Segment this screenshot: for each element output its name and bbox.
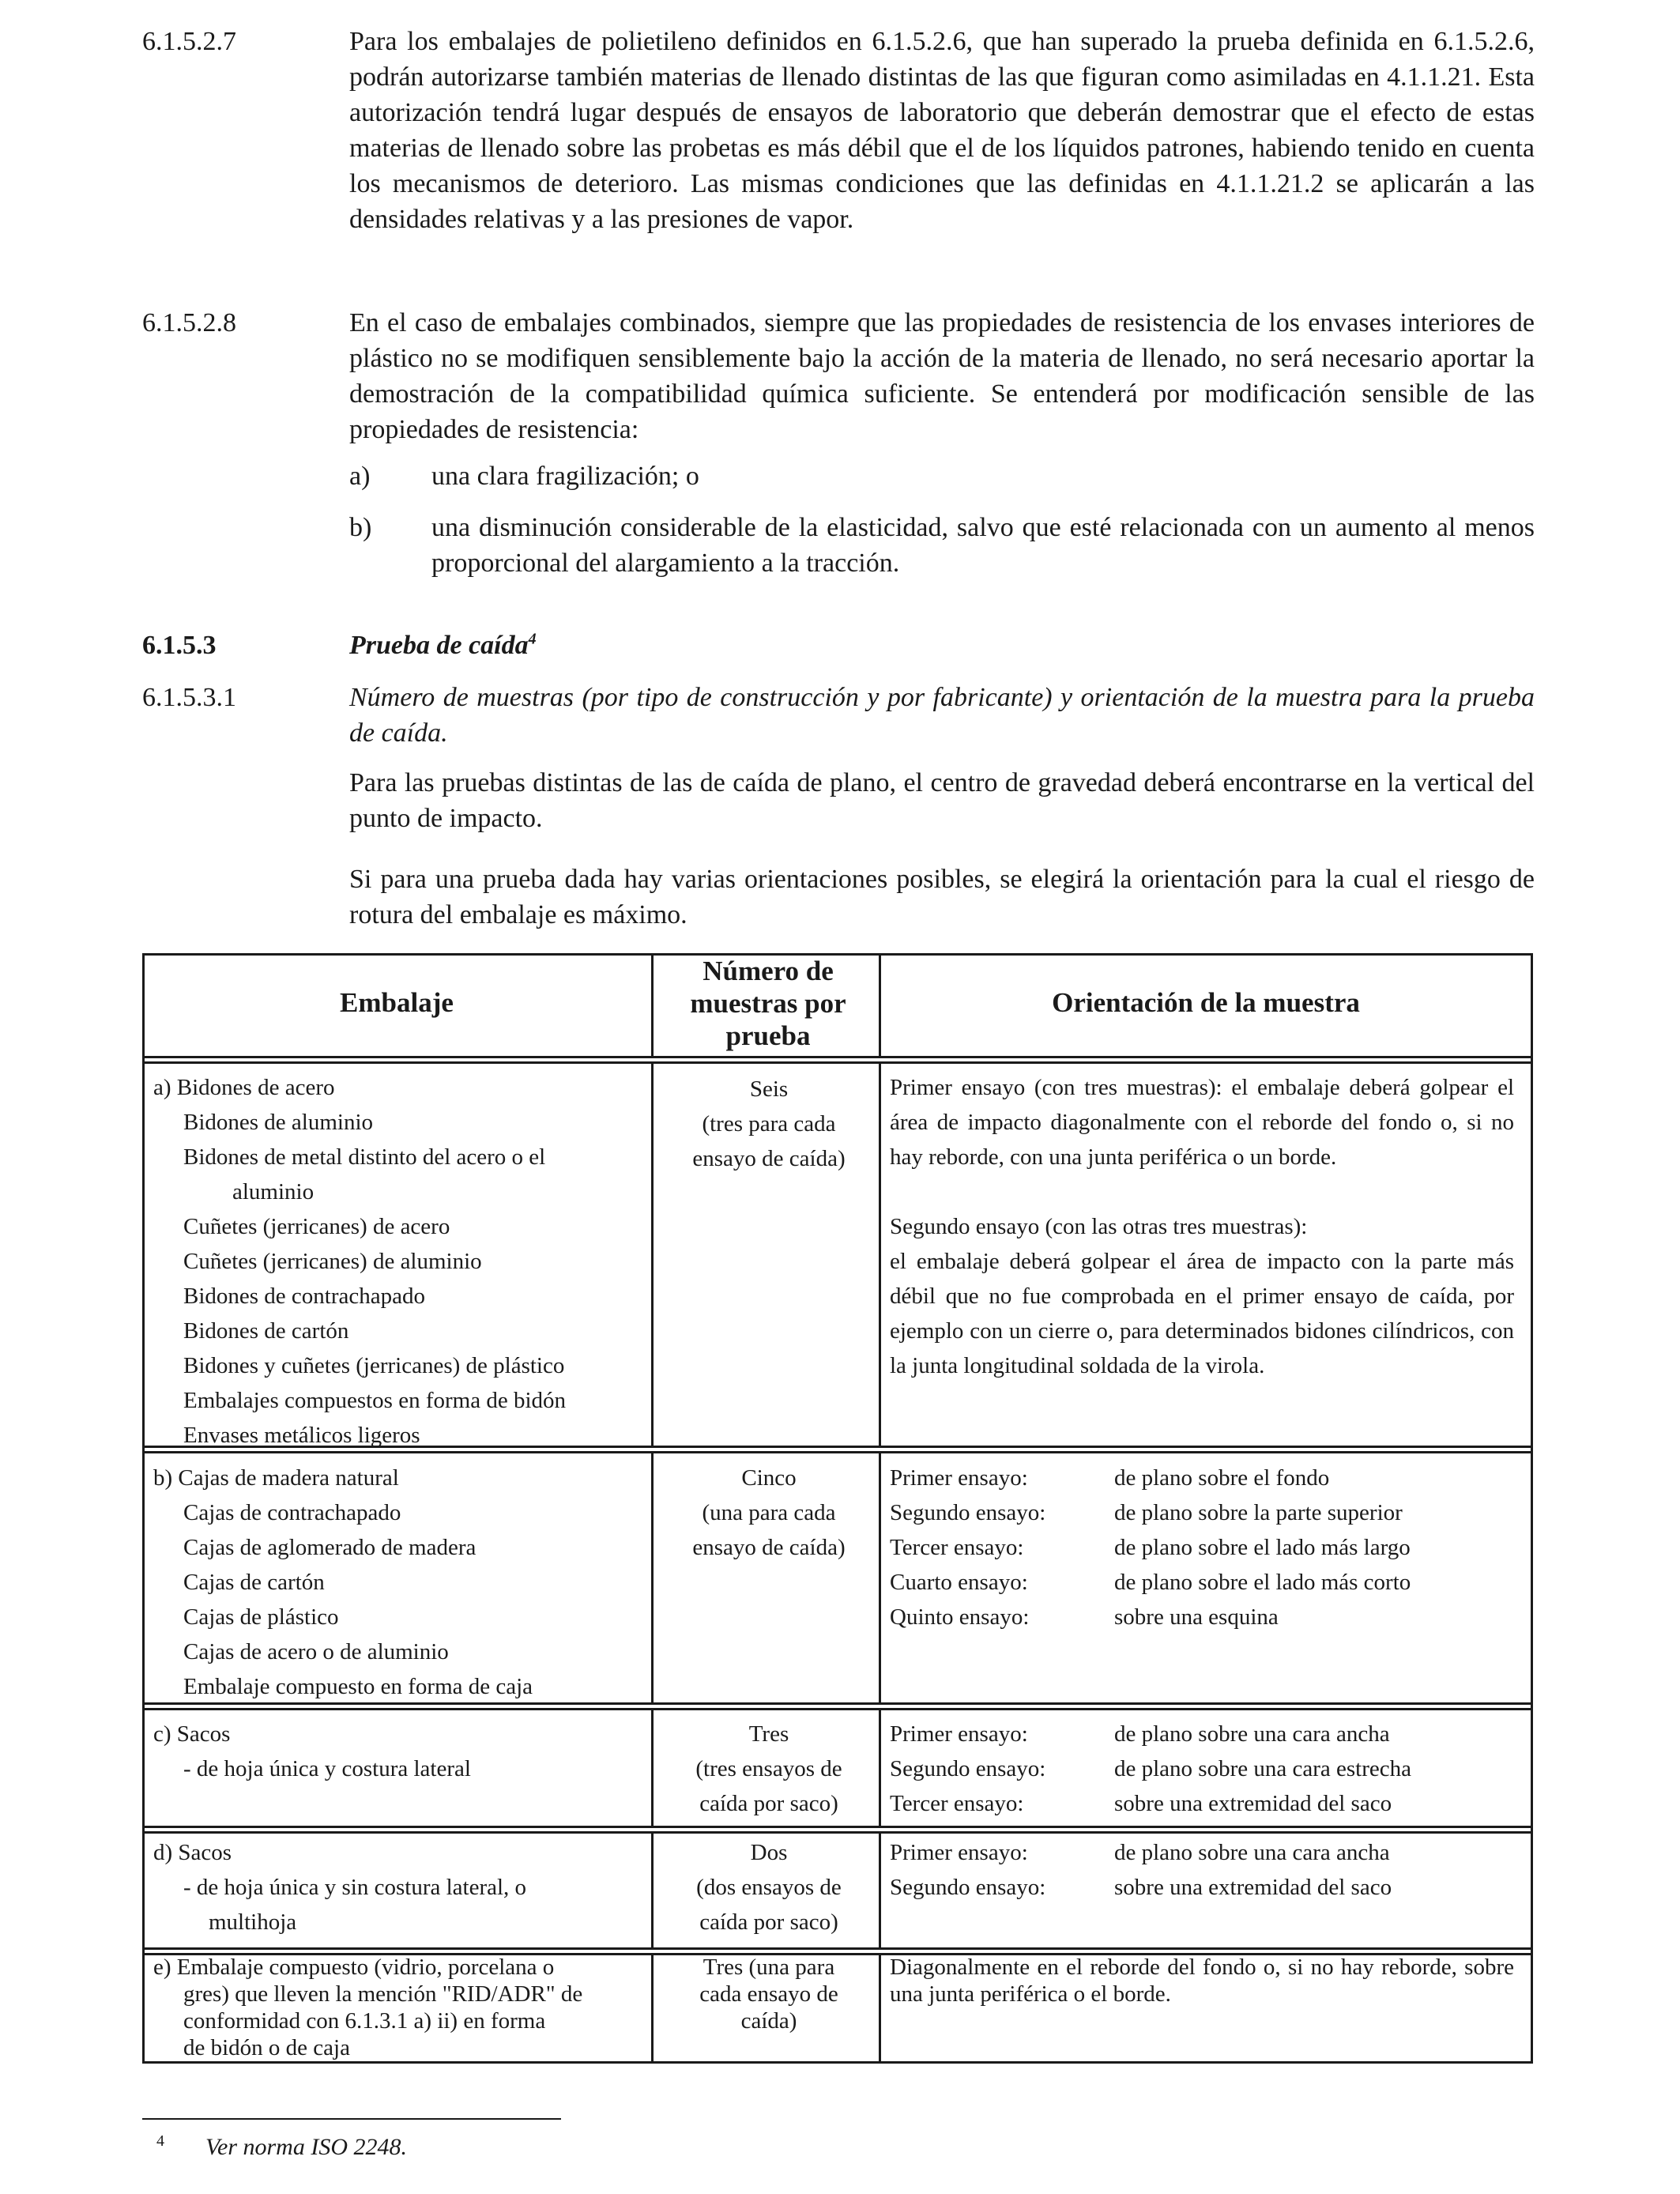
- samples-line: Tres (una para: [703, 1955, 835, 1980]
- row-b-orientation: Primer ensayo: de plano sobre el fondo Segundo ensayo: de plano sobre la parte superior Tercer ensayo: de plano sobre el lado más largo Cuarto ensayo: de plano sobre el lado más corto Quinto ensayo: sobre una esquina: [890, 1465, 1411, 1630]
- row-e-orientation: Diagonalmente en el reborde del fondo o, si no hay reborde, sobre una junta periférica o el borde.: [890, 1955, 1514, 2007]
- section-6-1-5-3-1: [142, 680, 1533, 948]
- row-b-samples: Cinco (una para cada ensayo de caída): [692, 1465, 846, 1560]
- section-number: 6.1.5.3: [142, 631, 217, 660]
- drop-test-table: [142, 953, 1533, 2064]
- table-border: [142, 2061, 1533, 2064]
- row-a-samples: Seis (tres para cada ensayo de caída): [692, 1076, 846, 1171]
- row-b-packaging: b) Cajas de madera natural Cajas de contrachapado Cajas de aglomerado de madera Cajas de cartón Cajas de plástico Cajas de acero o de aluminio Embalaje compuesto en forma de caja: [153, 1465, 533, 1699]
- section-text: En el caso de embalajes combinados, siempre que las propiedades de resistencia de los envases interiores de plástico no se modifiquen sensiblemente bajo la acción de la materia de llenado, no será necesario aportar la demostración de la compatibilidad química suficiente. Se entenderá por modificación sensible de las propiedades de resistencia:: [349, 308, 1535, 444]
- paragraph: Para las pruebas distintas de las de caída de plano, el centro de gravedad deberá encontrarse en la vertical del punto de impacto.: [349, 768, 1535, 833]
- footnote-ref: 4: [528, 630, 537, 648]
- row-a-orientation: Primer ensayo (con tres muestras): el embalaje deberá golpear el área de impacto diagonalmente con el reborde del fondo o, si no hay reborde, con una junta periférica o un borde. Segundo ensayo (con las otras tres muestras): el embalaje deberá golpear el área de impacto con la parte más débil que no fue comprobada en el primer ensayo de caída, por ejemplo con un cierre o, para determinados bidones cilíndricos, con la junta longitudinal soldada de la virola.: [890, 1075, 1514, 1378]
- samples-line: cada ensayo de: [699, 1981, 838, 2007]
- row-d-packaging: d) Sacos - de hoja única y sin costura lateral, o multihoja: [153, 1840, 527, 1935]
- table-border: [142, 953, 145, 2064]
- section-number: 6.1.5.2.8: [142, 308, 236, 337]
- section-6-1-5-2-7: [142, 24, 1533, 285]
- packaging-line: conformidad con 6.1.3.1 a) ii) en forma: [183, 2008, 546, 2034]
- list-text: una disminución considerable de la elasticidad, salvo que esté relacionada con un aumento al menos proporcional del alargamiento a la tracción.: [431, 513, 1535, 578]
- packaging-line: e) Embalaje compuesto (vidrio, porcelana o: [153, 1955, 555, 1980]
- row-d-orientation: Primer ensayo: de plano sobre una cara ancha Segundo ensayo: sobre una extremidad del saco: [890, 1840, 1392, 1900]
- row-c-packaging: c) Sacos - de hoja única y costura lateral: [153, 1721, 471, 1781]
- header-samples: Número de muestras por prueba: [690, 956, 846, 1051]
- header-packaging: Embalaje: [340, 987, 454, 1018]
- row-c-samples: Tres (tres ensayos de caída por saco): [695, 1721, 842, 1816]
- paragraph: Si para una prueba dada hay varias orientaciones posibles, se elegirá la orientación para la cual el riesgo de rotura del embalaje es máximo.: [349, 865, 1535, 929]
- row-e-packaging: [153, 1954, 643, 2061]
- samples-line: caída): [740, 2008, 797, 2034]
- footnote-rule: [142, 2118, 561, 2120]
- section-6-1-5-3: [142, 628, 1533, 667]
- section-number: 6.1.5.2.7: [142, 27, 236, 56]
- footnote-text: Ver norma ISO 2248.: [205, 2134, 407, 2160]
- packaging-line: gres) que lleven la mención "RID/ADR" de: [183, 1981, 583, 2007]
- section-number: 6.1.5.3.1: [142, 683, 236, 712]
- section-6-1-5-2-8: [142, 305, 1533, 598]
- list-item: [349, 458, 1535, 494]
- list-text: una clara fragilización; o: [431, 462, 699, 491]
- section-text: Para los embalajes de polietileno definidos en 6.1.5.2.6, que han superado la prueba definida en 6.1.5.2.6, podrán autorizarse también materias de llenado distintas de las que figuran como asimiladas en 4.1.1.21. Esta autorización tendrá lugar después de ensayos de laboratorio que deberán demostrar que el efecto de estas materias de llenado sobre las probetas es más débil que el de los líquidos patrones, habiendo tenido en cuenta los mecanismos de deterioro. Las mismas condiciones que las definidas en 4.1.1.21.2 se aplicarán a las densidades relativas y a las presiones de vapor.: [349, 27, 1535, 234]
- footnote-number: 4: [156, 2132, 164, 2150]
- header-orientation: Orientación de la muestra: [1052, 987, 1360, 1018]
- row-a-packaging: a) Bidones de acero Bidones de aluminio Bidones de metal distinto del acero o el aluminio Cuñetes (jerricanes) de acero Cuñetes (jerricanes) de aluminio Bidones de contrachapado Bidones de cartón Bidones y cuñetes (jerricanes) de plástico Embalajes compuestos en forma de bidón Envases metálicos ligeros: [153, 1075, 567, 1448]
- packaging-line: de bidón o de caja: [183, 2035, 350, 2060]
- row-e-samples: [656, 1954, 882, 2034]
- section-title: Prueba de caída: [349, 631, 529, 660]
- list-label: b): [349, 513, 372, 542]
- table-border: [1531, 953, 1533, 2064]
- list-item: [349, 510, 1535, 581]
- list-label: a): [349, 462, 371, 491]
- row-c-orientation: Primer ensayo: de plano sobre una cara ancha Segundo ensayo: de plano sobre una cara estrecha Tercer ensayo: sobre una extremidad del saco: [890, 1721, 1411, 1816]
- row-d-samples: Dos (dos ensayos de caída por saco): [696, 1840, 842, 1935]
- section-title: Número de muestras (por tipo de construcción y por fabricante) y orientación de la muestra para la prueba de caída.: [349, 683, 1535, 748]
